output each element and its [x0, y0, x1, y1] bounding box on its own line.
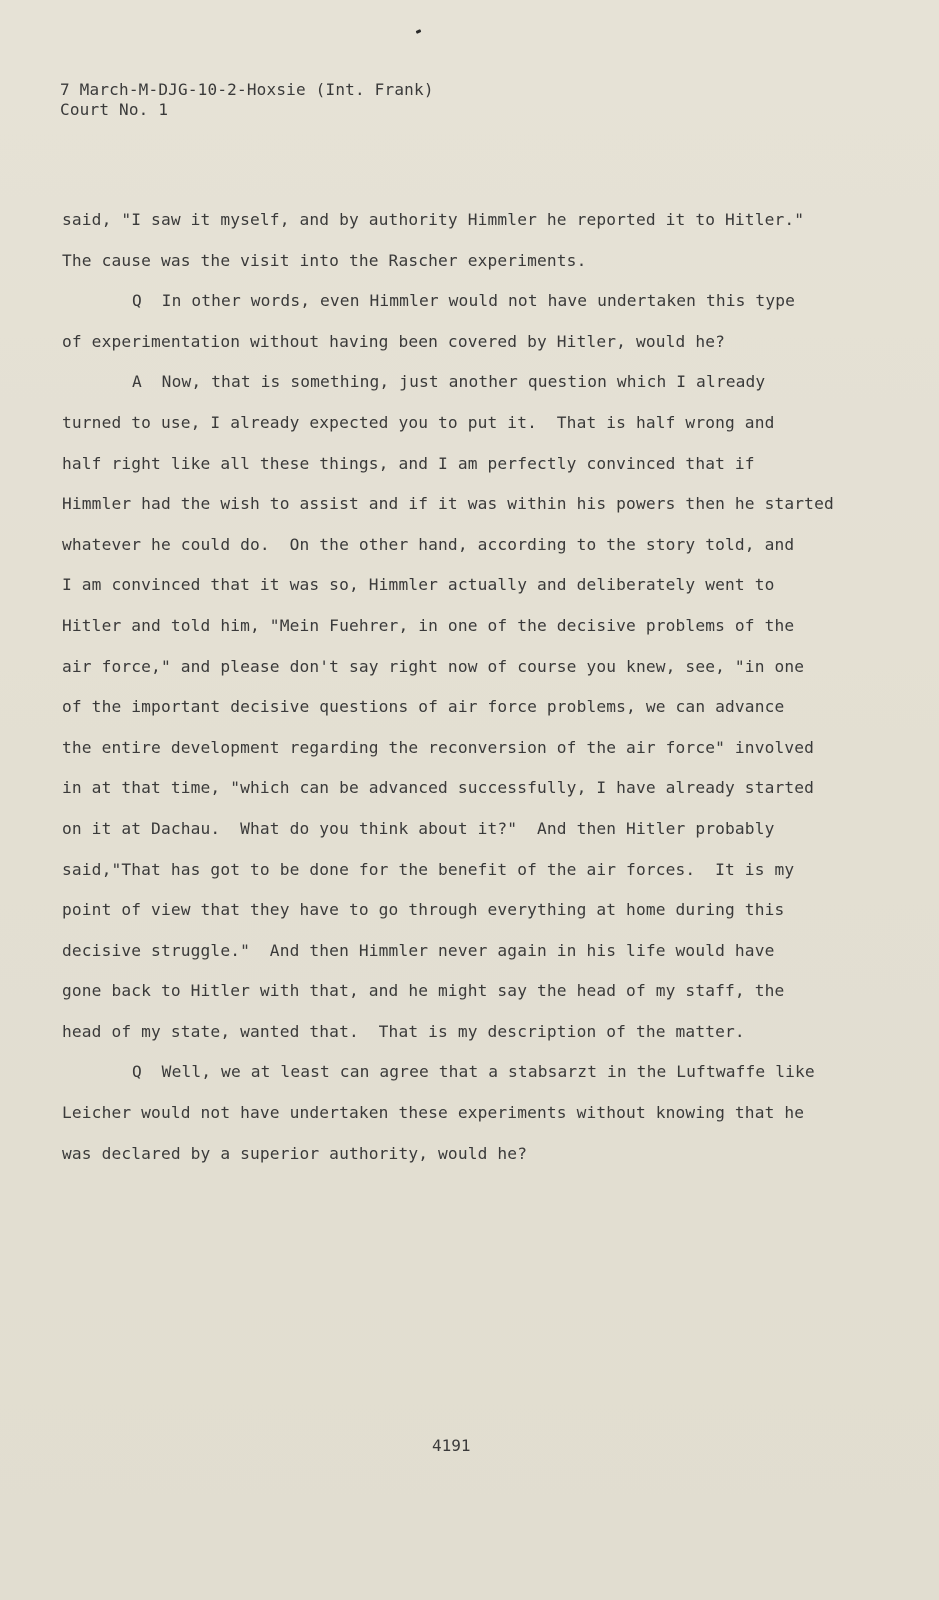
document-header	[60, 80, 434, 120]
transcript-line: the entire development regarding the reconversion of the air force" involved	[62, 737, 815, 757]
transcript-line: was declared by a superior authority, would he?	[62, 1143, 528, 1163]
transcript-line: said,"That has got to be done for the benefit of the air forces. It is my	[62, 859, 795, 879]
question-line: Q Well, we at least can agree that a stabsarzt in the Luftwaffe like	[132, 1062, 815, 1082]
transcript-line: of experimentation without having been covered by Hitler, would he?	[62, 331, 726, 351]
ink-speck	[416, 29, 422, 34]
transcript-line: half right like all these things, and I am perfectly convinced that if	[62, 453, 755, 473]
header-line-case-ref: 7 March-M-DJG-10-2-Hoxsie (Int. Frank)	[60, 80, 434, 99]
answer-line: A Now, that is something, just another question which I already	[132, 372, 766, 392]
transcript-body	[62, 200, 862, 1174]
header-line-court: Court No. 1	[60, 100, 169, 119]
transcript-line: whatever he could do. On the other hand, according to the story told, and	[62, 534, 795, 554]
transcript-line: said, "I saw it myself, and by authority Himmler he reported it to Hitler."	[62, 210, 805, 229]
transcript-line: on it at Dachau. What do you think about it?" And then Hitler probably	[62, 818, 775, 838]
transcript-line: turned to use, I already expected you to put it. That is half wrong and	[62, 412, 775, 432]
transcript-line: air force," and please don't say right now of course you knew, see, "in one	[62, 656, 805, 676]
transcript-line: Himmler had the wish to assist and if it was within his powers then he started	[62, 494, 834, 514]
transcript-line: of the important decisive questions of air force problems, we can advance	[62, 697, 785, 717]
question-line: Q In other words, even Himmler would not have undertaken this type	[132, 291, 796, 311]
transcript-line: in at that time, "which can be advanced successfully, I have already started	[62, 778, 815, 798]
transcript-line: The cause was the visit into the Rascher experiments.	[62, 250, 587, 270]
page-number: 4191	[432, 1436, 471, 1455]
transcript-line: point of view that they have to go through everything at home during this	[62, 900, 785, 920]
transcript-line: gone back to Hitler with that, and he might say the head of my staff, the	[62, 981, 785, 1001]
transcript-line: Leicher would not have undertaken these experiments without knowing that he	[62, 1103, 805, 1123]
transcript-line: Hitler and told him, "Mein Fuehrer, in one of the decisive problems of the	[62, 615, 795, 635]
transcript-line: head of my state, wanted that. That is my description of the matter.	[62, 1021, 745, 1041]
transcript-line: I am convinced that it was so, Himmler actually and deliberately went to	[62, 575, 775, 595]
transcript-line: decisive struggle." And then Himmler never again in his life would have	[62, 940, 775, 960]
